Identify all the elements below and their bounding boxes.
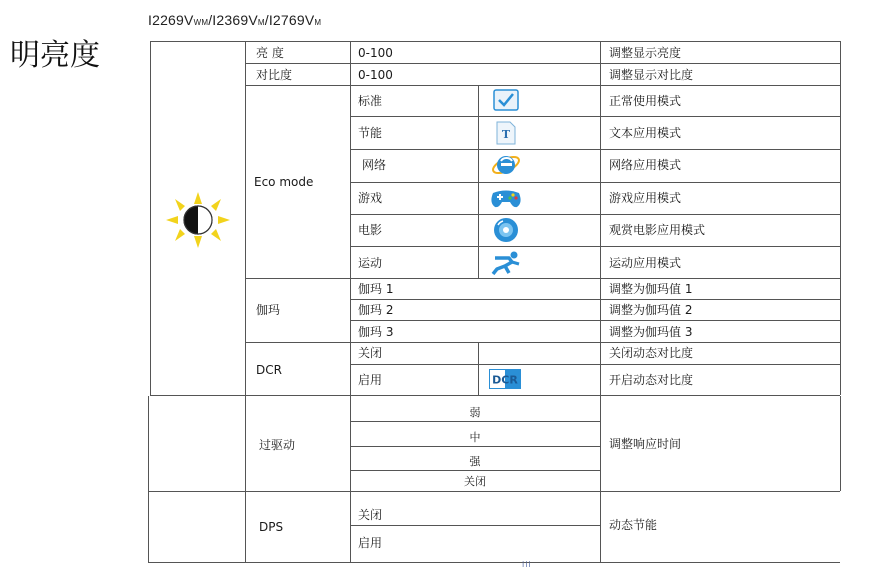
eco-text-label: 节能 (358, 126, 383, 140)
dcr-label: DCR (256, 363, 282, 377)
model-names: I2269VWM/I2369VM/I2769VM (148, 12, 322, 28)
eco-mode-label: Eco mode (254, 175, 314, 189)
dcr-on-desc: 开启动态对比度 (609, 373, 694, 387)
movie-disc-icon (492, 216, 520, 244)
gamma-1-label: 伽玛 1 (358, 282, 394, 296)
dps-desc: 动态节能 (609, 518, 658, 532)
brightness-label: 亮 度 (256, 46, 284, 60)
brightness-desc: 调整显示亮度 (609, 46, 682, 60)
dcr-off-label: 关闭 (358, 346, 383, 360)
gamma-label: 伽玛 (256, 303, 281, 317)
gamepad-icon (488, 185, 524, 211)
svg-text:DCR: DCR (492, 373, 518, 387)
gamma-2-label: 伽玛 2 (358, 303, 394, 317)
gamma-1-desc: 调整为伽玛值 1 (609, 282, 693, 296)
eco-text-desc: 文本应用模式 (609, 126, 682, 140)
contrast-desc: 调整显示对比度 (609, 68, 694, 82)
text-document-icon (494, 120, 518, 146)
contrast-label: 对比度 (256, 68, 293, 82)
dcr-on-label: 启用 (358, 373, 383, 387)
svg-text:T: T (501, 128, 511, 141)
gamma-3-label: 伽玛 3 (358, 325, 394, 339)
eco-internet-desc: 网络应用模式 (609, 158, 682, 172)
gamma-2-desc: 调整为伽玛值 2 (609, 303, 693, 317)
eco-standard-desc: 正常使用模式 (609, 94, 682, 108)
sun-contrast-icon (163, 190, 233, 250)
running-person-icon (488, 249, 524, 276)
gamma-3-desc: 调整为伽玛值 3 (609, 325, 693, 339)
dcr-icon (488, 368, 522, 390)
dps-off: 关闭 (358, 508, 383, 522)
internet-explorer-icon (490, 151, 522, 179)
overdrive-strong: 强 (469, 455, 481, 468)
contrast-range: 0-100 (358, 68, 393, 82)
eco-movie-label: 电影 (358, 223, 383, 237)
eco-standard-label: 标准 (358, 94, 383, 108)
overdrive-medium: 中 (469, 431, 481, 444)
checkmark-icon (492, 88, 520, 112)
dps-on: 启用 (358, 536, 383, 550)
eco-sport-label: 运动 (358, 256, 383, 270)
eco-movie-desc: 观赏电影应用模式 (609, 223, 706, 237)
overdrive-label: 过驱动 (259, 438, 296, 452)
eco-game-label: 游戏 (358, 191, 383, 205)
section-title: 明亮度 (10, 38, 100, 73)
overdrive-weak: 弱 (469, 406, 481, 419)
dcr-off-desc: 关闭动态对比度 (609, 346, 694, 360)
eco-game-desc: 游戏应用模式 (609, 191, 682, 205)
dps-label: DPS (259, 520, 284, 534)
brightness-range: 0-100 (358, 46, 393, 60)
overdrive-off: 关闭 (464, 475, 486, 488)
eco-sport-desc: 运动应用模式 (609, 256, 682, 270)
page-marker: iii (522, 560, 532, 569)
eco-internet-label: 网络 (362, 158, 387, 172)
overdrive-desc: 调整响应时间 (609, 437, 682, 451)
